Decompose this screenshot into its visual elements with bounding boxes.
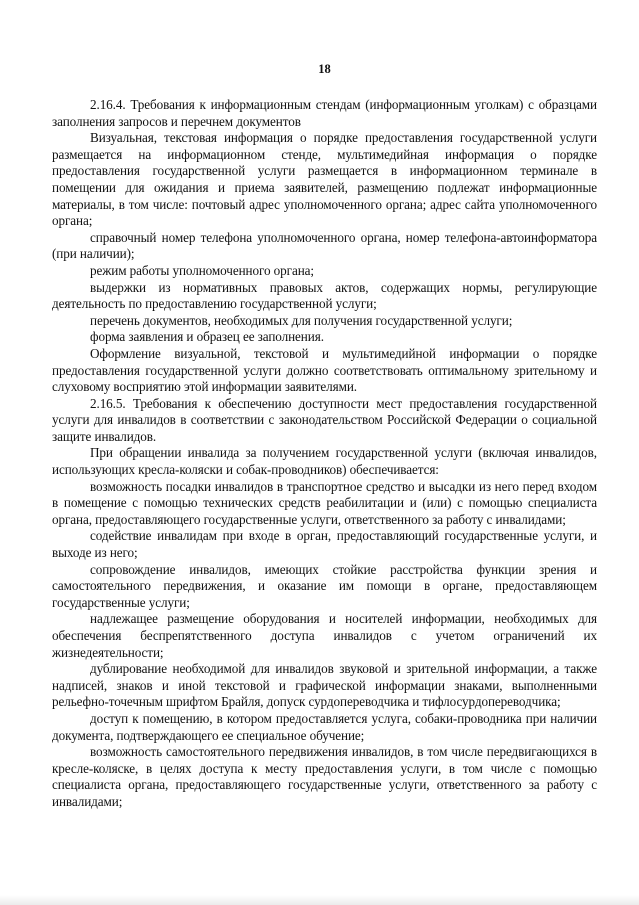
- paragraph: дублирование необходимой для инвалидов звуковой и зрительной информации, а также надписей, знаков и иной текстовой и графической информации знаками, выполненными рельефно-точечным шрифтом Брайля, допуск сурдопереводчика и тифлосурдопереводчика;: [52, 661, 597, 710]
- scan-shadow: [0, 895, 639, 905]
- paragraph: При обращении инвалида за получением государственной услуги (включая инвалидов, использующих кресла-коляски и собак-проводников) обеспечивается:: [52, 445, 597, 478]
- paragraph: форма заявления и образец ее заполнения.: [90, 329, 324, 345]
- paragraph: Визуальная, текстовая информация о порядке предоставления государственной услуги размещается на информационном стенде, мультимедийная информация о порядке предоставления государственной услуги размещается в информационном терминале в помещении для ожидания и приема заявителей, размещению подлежат информационные материалы, в том числе: почтовый адрес уполномоченного органа; адрес сайта уполномоченного органа;: [52, 130, 597, 229]
- paragraph: выдержки из нормативных правовых актов, содержащих нормы, регулирующие деятельность по предоставлению государственной услуги;: [52, 279, 597, 312]
- paragraph: режим работы уполномоченного органа;: [90, 262, 314, 278]
- page-number: 18: [318, 62, 331, 76]
- paragraph: доступ к помещению, в котором предоставляется услуга, собаки-проводника при наличии документа, подтверждающего ее специальное обучение;: [52, 710, 597, 743]
- body-text: [52, 97, 597, 811]
- paragraph: перечень документов, необходимых для получения государственной услуги;: [90, 312, 513, 328]
- paragraph: 2.16.5. Требования к обеспечению доступности мест предоставления государственной услуги для инвалидов в соответствии с законодательством Российской Федерации о социальной защите инвалидов.: [52, 395, 597, 444]
- paragraph: сопровождение инвалидов, имеющих стойкие расстройства функции зрения и самостоятельного передвижения, и оказание им помощи в органе, предоставляющем государственные услуги;: [52, 561, 597, 610]
- paragraph: 2.16.4. Требования к информационным стендам (информационным уголкам) с образцами заполнения запросов и перечнем документов: [52, 97, 597, 129]
- paragraph: возможность посадки инвалидов в транспортное средство и высадки из него перед входом в помещение с помощью технических средств реабилитации и (или) с помощью специалиста органа, предоставляющего государственные услуги, ответственного за работу с инвалидами;: [52, 478, 597, 527]
- paragraph: надлежащее размещение оборудования и носителей информации, необходимых для обеспечения беспрепятственного доступа инвалидов с учетом ограничений их жизнедеятельности;: [52, 611, 597, 660]
- paragraph: содействие инвалидам при входе в орган, предоставляющий государственные услуги, и выходе из него;: [52, 528, 597, 561]
- paragraph: справочный номер телефона уполномоченного органа, номер телефона-автоинформатора (при наличии);: [52, 229, 597, 262]
- paragraph: возможность самостоятельного передвижения инвалидов, в том числе передвигающихся в кресле-коляске, в целях доступа к месту предоставления услуги, в том числе с помощью специалиста органа, предоставляющего государственные услуги, ответственного за работу с инвалидами;: [52, 744, 597, 809]
- paragraph: Оформление визуальной, текстовой и мультимедийной информации о порядке предоставления государственной услуги должно соответствовать оптимальному зрительному и слуховому восприятию этой информации заявителями.: [52, 345, 597, 395]
